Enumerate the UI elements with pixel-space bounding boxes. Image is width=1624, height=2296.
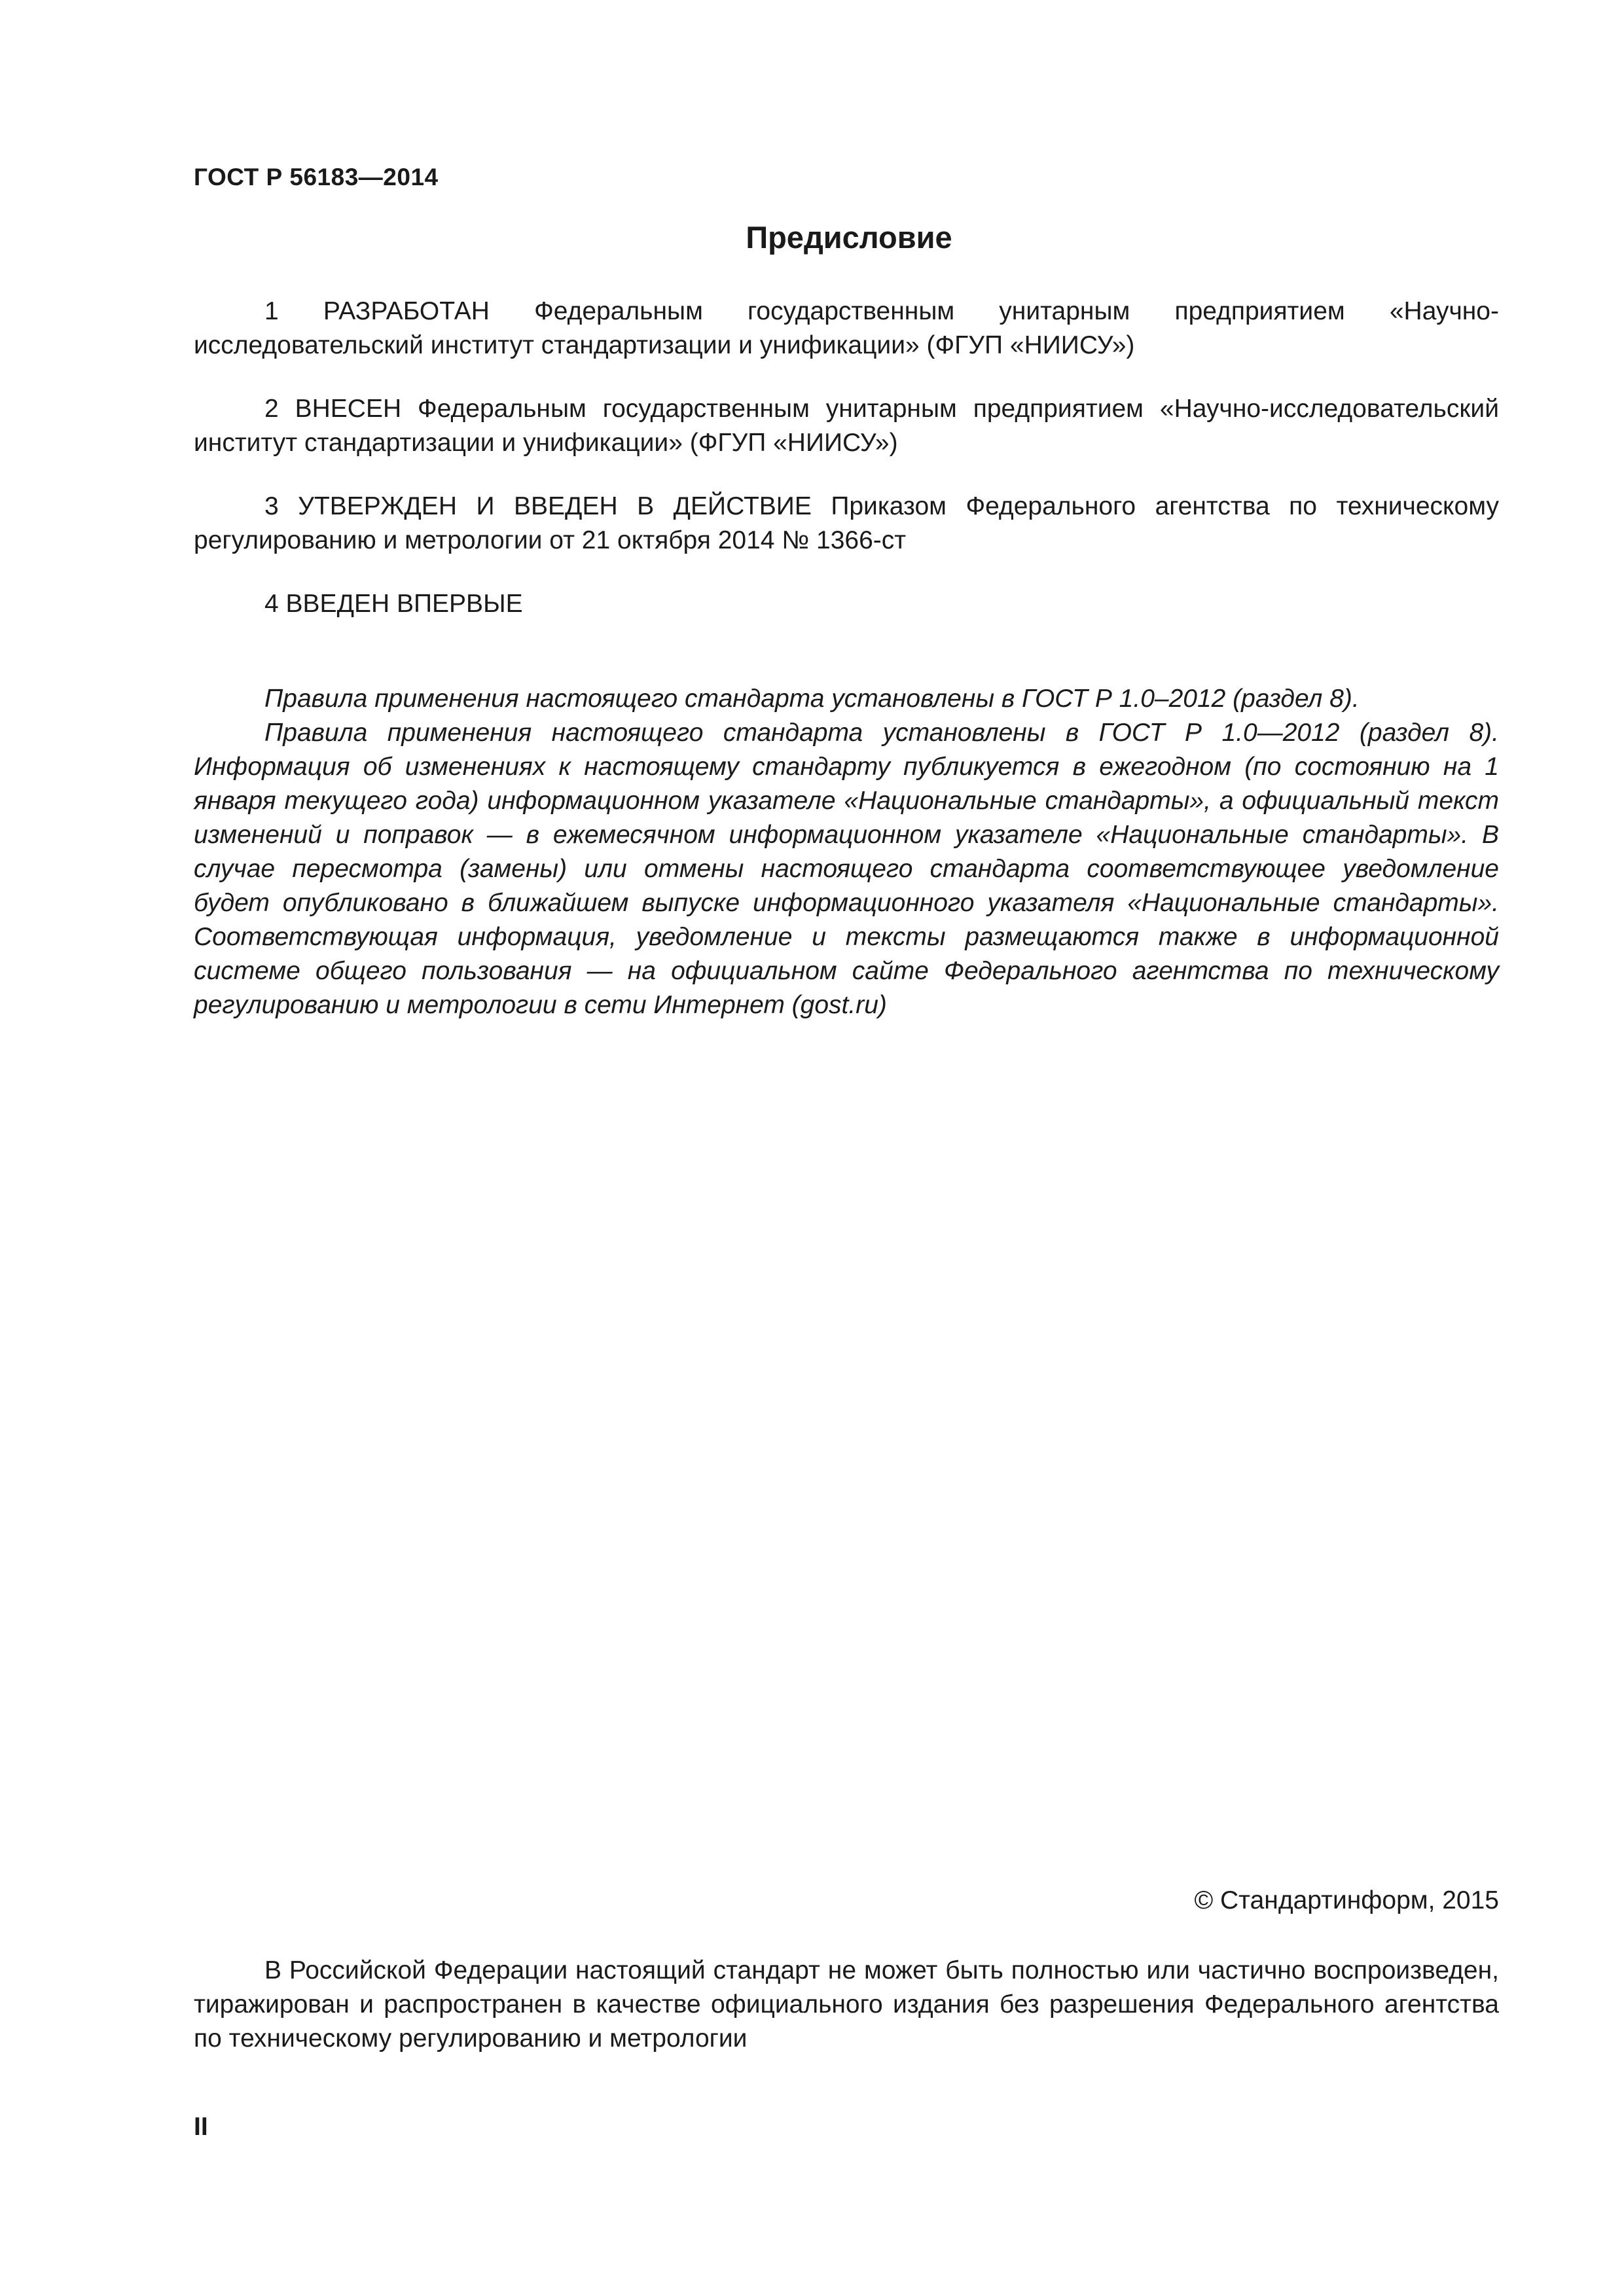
foreword-item-4	[194, 587, 1499, 621]
reproduction-notice-text: В Российской Федерации настоящий стандарт не может быть полностью или частично воспроизведен, тиражирован и распространен в качестве официального издания без разрешения Федерального агентства по техническому регулированию и метрологии	[194, 1956, 1499, 2053]
foreword-item-3	[194, 490, 1499, 558]
note-line-1: Правила применения настоящего стандарта установлены в ГОСТ Р 1.0–2012 (раздел 8).	[264, 685, 1360, 713]
foreword-item-2	[194, 392, 1499, 460]
note-line-2: Правила применения настоящего стандарта установлены в ГОСТ Р 1.0—2012 (раздел 8). Информация об изменениях к настоящему стандарту публикуется в ежегодном (по состоянию на 1 января текущего года) информационном указателе «Национальные стандарты», а официальный текст изменений и поправок — в ежемесячном информационном указателе «Национальные стандарты». В случае пересмотра (замены) или отмены настоящего стандарта соответствующее уведомление будет опубликовано в ближайшем выпуске информационного указателя «Национальные стандарты». Соответствующая информация, уведомление и тексты размещаются также в информационной системе общего пользования — на официальном сайте Федерального агентства по техническому регулированию и метрологии в сети Интернет (gost.ru)	[194, 719, 1499, 1019]
foreword-item-text: 1 РАЗРАБОТАН Федеральным государственным унитарным предприятием «Научно-исследовательский институт стандартизации и унификации» (ФГУП «НИИСУ»)	[194, 297, 1499, 359]
reproduction-notice	[194, 1954, 1499, 2056]
foreword-item-1	[194, 295, 1499, 363]
foreword-item-text: 2 ВНЕСЕН Федеральным государственным унитарным предприятием «Научно-исследовательский институт стандартизации и унификации» (ФГУП «НИИСУ»)	[194, 395, 1499, 457]
application-rules-note	[194, 682, 1499, 1022]
standard-id-header: ГОСТ Р 56183—2014	[194, 164, 439, 190]
page-number: II	[194, 2113, 208, 2141]
page-title: Предисловие	[746, 220, 952, 255]
foreword-item-text: 4 ВВЕДЕН ВПЕРВЫЕ	[264, 590, 523, 618]
copyright-notice: © Стандартинформ, 2015	[1194, 1886, 1499, 1914]
foreword-item-text: 3 УТВЕРЖДЕН И ВВЕДЕН В ДЕЙСТВИЕ Приказом Федерального агентства по техническому регулированию и метрологии от 21 октября 2014 № 1366-ст	[194, 492, 1499, 554]
